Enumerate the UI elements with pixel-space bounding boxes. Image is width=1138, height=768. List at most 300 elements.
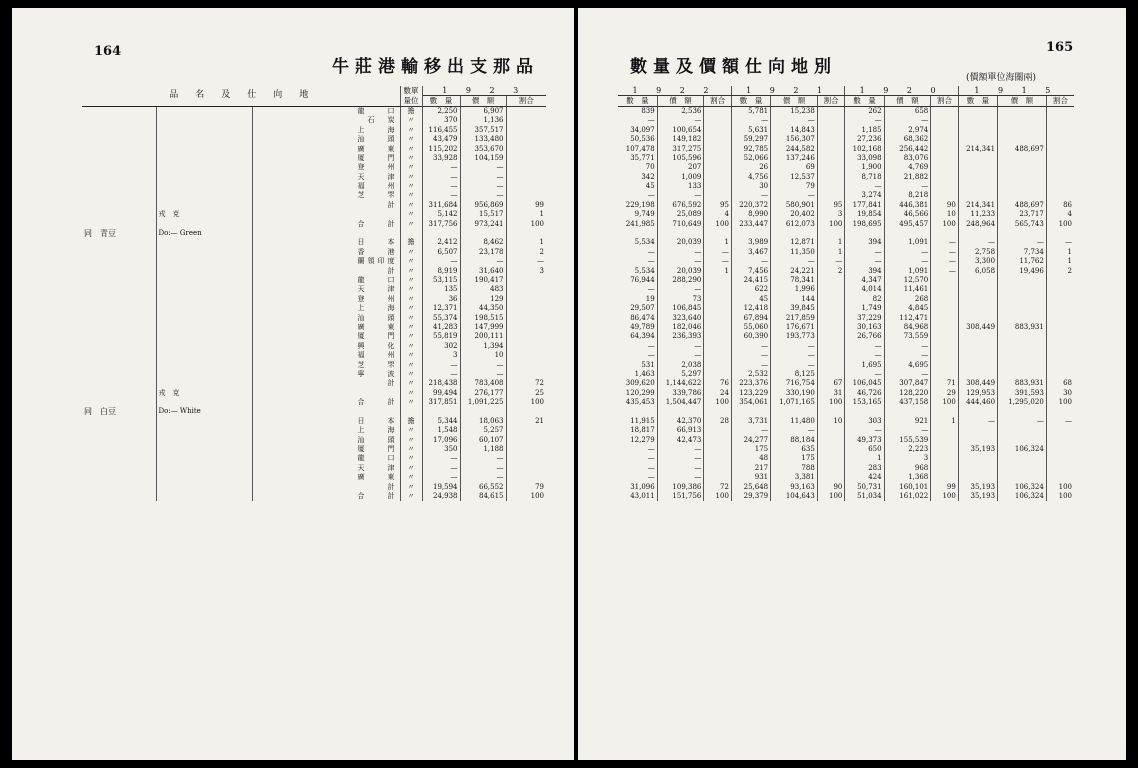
row-qty: 220,372 [739, 200, 769, 209]
row-value: 8,218 [884, 191, 931, 200]
table-row [82, 116, 546, 125]
row-group [82, 492, 156, 501]
row-pct: 1 [1046, 248, 1074, 257]
left-page [12, 8, 574, 760]
row-value: — [771, 116, 818, 125]
row-value: 106,845 [657, 304, 704, 313]
table-row [618, 304, 1074, 313]
row-pct [817, 360, 845, 369]
row-pct: 100 [1046, 492, 1074, 501]
row-value: 11,762 [998, 257, 1047, 266]
table-row [82, 126, 546, 135]
row-qty: — [450, 369, 458, 378]
row-qty: 1,463 [634, 369, 655, 378]
row-pct [704, 407, 732, 416]
row-qty: — [874, 426, 882, 435]
row-group [82, 126, 156, 135]
row-qty: — [761, 341, 769, 350]
row-pct [931, 342, 959, 351]
row-qty: 86,474 [630, 313, 655, 322]
header-unit-1: 數單 [400, 86, 422, 96]
row-pct: — [704, 257, 732, 266]
row-value: — [657, 445, 704, 454]
table-row [82, 398, 546, 407]
row-unit [400, 407, 422, 416]
row-value: 12,537 [771, 173, 818, 182]
row-qty: 650 [868, 445, 882, 454]
row-value: — [460, 173, 506, 182]
row-label [156, 126, 252, 135]
row-value: 1,009 [657, 173, 704, 182]
row-destination: 合 計 [252, 219, 400, 228]
row-value [998, 276, 1047, 285]
row-destination: 合 計 [252, 492, 400, 501]
row-unit: 〃 [400, 182, 422, 191]
row-value: 565,743 [998, 219, 1047, 228]
row-group [82, 304, 156, 313]
row-value [998, 116, 1047, 125]
row-qty: 30 [759, 182, 769, 191]
row-value: 73,559 [884, 332, 931, 341]
row-pct [817, 464, 845, 473]
row-pct [506, 407, 546, 416]
row-value: — [884, 426, 931, 435]
row-qty [958, 351, 997, 360]
row-label [156, 219, 252, 228]
row-value: 88,184 [771, 435, 818, 444]
row-label [156, 473, 252, 482]
row-value: 190,417 [460, 276, 506, 285]
row-destination: 龍 口 [252, 454, 400, 463]
row-qty [958, 173, 997, 182]
row-value: 1,091 [884, 266, 931, 275]
row-destination: 厦 門 [252, 332, 400, 341]
row-pct [1046, 135, 1074, 144]
row-unit: 〃 [400, 173, 422, 182]
row-value [998, 360, 1047, 369]
row-pct [931, 191, 959, 200]
row-qty: 106,045 [852, 379, 882, 388]
row-qty: 214,341 [966, 144, 996, 153]
row-pct [1046, 295, 1074, 304]
row-value: 18,063 [460, 417, 506, 426]
row-destination: 芝 罘 [252, 191, 400, 200]
row-pct [817, 323, 845, 332]
row-qty: — [647, 341, 655, 350]
row-qty: 24,938 [433, 491, 458, 500]
right-page [578, 8, 1126, 760]
row-pct: 100 [1046, 398, 1074, 407]
row-pct [817, 116, 845, 125]
row-value: 4,695 [884, 360, 931, 369]
row-unit: 〃 [400, 332, 422, 341]
row-pct [931, 163, 959, 172]
row-pct [931, 106, 959, 116]
row-unit: 〃 [400, 219, 422, 228]
header-year-1922: 1 9 2 2 [618, 86, 731, 96]
row-value: 783,408 [460, 379, 506, 388]
row-destination: 計 [252, 201, 400, 210]
row-group [82, 276, 156, 285]
table-row [618, 426, 1074, 435]
row-unit: 〃 [400, 201, 422, 210]
table-row [618, 163, 1074, 172]
row-pct: 95 [704, 201, 732, 210]
row-destination: 芝 罘 [252, 360, 400, 369]
row-value: — [657, 473, 704, 482]
row-qty: 177,841 [852, 200, 882, 209]
row-qty: — [874, 116, 882, 125]
row-group [82, 360, 156, 369]
row-group [82, 144, 156, 153]
row-qty [958, 342, 997, 351]
row-value: — [460, 191, 506, 200]
row-qty: 34,097 [630, 125, 655, 134]
row-qty: 24,277 [743, 435, 769, 444]
row-unit: 〃 [400, 445, 422, 454]
row-pct [1046, 285, 1074, 294]
row-value: 495,457 [884, 219, 931, 228]
row-value: 1,091 [884, 238, 931, 247]
row-qty: 1,695 [861, 360, 882, 369]
row-qty: 29,507 [630, 304, 655, 313]
right-page-title: 數量及價額仕向地別 [630, 57, 837, 77]
row-qty: — [450, 172, 458, 181]
row-pct: 25 [506, 389, 546, 398]
row-unit: 〃 [400, 210, 422, 219]
row-unit: 〃 [400, 116, 422, 125]
row-pct [817, 435, 845, 444]
row-qty: 5,631 [748, 125, 769, 134]
row-unit [400, 229, 422, 238]
row-value: 198,515 [460, 313, 506, 322]
table-row [82, 313, 546, 322]
row-label [156, 323, 252, 332]
row-pct: 100 [817, 219, 845, 228]
row-unit: 〃 [400, 163, 422, 172]
row-label [156, 332, 252, 341]
row-pct [931, 126, 959, 135]
row-destination: 上 海 [252, 126, 400, 135]
table-row [82, 173, 546, 182]
row-value [998, 426, 1047, 435]
row-qty: 45 [759, 294, 769, 303]
table-row [82, 379, 546, 388]
row-label [156, 238, 252, 247]
row-pct [817, 342, 845, 351]
table-row [618, 398, 1074, 407]
row-qty: 25,648 [743, 482, 769, 491]
table-row [618, 257, 1074, 266]
row-qty: 283 [868, 463, 882, 472]
row-qty: 3,989 [748, 238, 769, 247]
row-value: 20,402 [771, 210, 818, 219]
table-row [618, 370, 1074, 379]
table-row [618, 295, 1074, 304]
row-pct [506, 351, 546, 360]
row-value: — [884, 257, 931, 266]
row-unit: 〃 [400, 276, 422, 285]
row-pct [704, 163, 732, 172]
row-value: 11,461 [884, 285, 931, 294]
row-label [156, 342, 252, 351]
row-value: 3,381 [771, 473, 818, 482]
row-group [82, 482, 156, 491]
row-pct [1046, 426, 1074, 435]
row-value: 710,649 [657, 219, 704, 228]
row-qty: 2,758 [975, 247, 996, 256]
table-row [618, 126, 1074, 135]
row-value: — [460, 473, 506, 482]
row-destination: 汕 頭 [252, 313, 400, 322]
row-value: 330,190 [771, 389, 818, 398]
row-pct [506, 426, 546, 435]
header-qty: 數 量 [618, 96, 657, 106]
row-pct [506, 435, 546, 444]
row-unit: 〃 [400, 435, 422, 444]
row-unit: 〃 [400, 482, 422, 491]
row-value: 2,038 [657, 360, 704, 369]
row-value: 8,125 [771, 370, 818, 379]
row-destination: 石 炭 [252, 116, 400, 125]
row-value: 1,188 [460, 445, 506, 454]
header-val: 價 額 [771, 96, 818, 106]
row-qty: 839 [641, 106, 655, 115]
row-pct: 68 [1046, 379, 1074, 388]
row-value: 4,845 [884, 304, 931, 313]
row-value: — [884, 116, 931, 125]
row-qty [958, 163, 997, 172]
row-value: — [884, 182, 931, 191]
row-qty [958, 154, 997, 163]
row-value [998, 126, 1047, 135]
row-value [998, 464, 1047, 473]
row-pct [1046, 407, 1074, 416]
row-pct: 1 [704, 238, 732, 247]
row-value: 580,901 [771, 201, 818, 210]
row-pct [931, 464, 959, 473]
row-label [156, 482, 252, 491]
row-pct [1046, 342, 1074, 351]
row-destination [252, 389, 400, 398]
row-value: 106,324 [998, 482, 1047, 491]
row-pct [506, 285, 546, 294]
row-value: 31,640 [460, 266, 506, 275]
row-label [156, 276, 252, 285]
header-unit-2: 量位 [400, 96, 422, 106]
row-group: 同 白豆 [82, 407, 156, 416]
row-pct [1046, 445, 1074, 454]
row-destination: 合 計 [252, 398, 400, 407]
row-value: — [884, 370, 931, 379]
row-value: 635 [771, 445, 818, 454]
row-qty [958, 276, 997, 285]
row-value: 19,496 [998, 266, 1047, 275]
row-pct [931, 182, 959, 191]
row-qty: 1,548 [437, 426, 458, 435]
row-pct [506, 154, 546, 163]
row-value: — [657, 285, 704, 294]
row-value: 11,350 [771, 248, 818, 257]
row-destination: 計 [252, 482, 400, 491]
row-qty [958, 285, 997, 294]
row-label [156, 191, 252, 200]
row-value [998, 435, 1047, 444]
row-pct: 72 [506, 379, 546, 388]
row-qty: 2,250 [437, 106, 458, 115]
row-value: 658 [884, 106, 931, 116]
row-label [156, 116, 252, 125]
row-pct [704, 323, 732, 332]
row-pct: 90 [817, 482, 845, 491]
row-unit: 〃 [400, 126, 422, 135]
row-pct [704, 182, 732, 191]
row-value: 1,071,165 [771, 398, 818, 407]
table-row [82, 304, 546, 313]
row-value: 155,539 [884, 435, 931, 444]
row-label [156, 370, 252, 379]
row-pct: 100 [1046, 219, 1074, 228]
row-group [82, 464, 156, 473]
row-label [156, 285, 252, 294]
row-value: 1,295,020 [998, 398, 1047, 407]
row-destination: 福 州 [252, 182, 400, 191]
row-pct [931, 135, 959, 144]
row-unit: 〃 [400, 492, 422, 501]
row-qty: 17,096 [433, 435, 458, 444]
row-pct [704, 313, 732, 322]
row-value [884, 229, 931, 238]
row-group [82, 266, 156, 275]
row-qty [618, 229, 657, 238]
row-qty: 1,900 [861, 163, 882, 172]
row-value [998, 135, 1047, 144]
row-value: 69 [771, 163, 818, 172]
row-pct [506, 473, 546, 482]
row-pct: 100 [704, 398, 732, 407]
row-group [82, 285, 156, 294]
header-val: 價 額 [460, 96, 506, 106]
row-qty: — [450, 191, 458, 200]
row-pct: — [931, 248, 959, 257]
row-group [82, 219, 156, 228]
row-group [82, 154, 156, 163]
row-group [82, 173, 156, 182]
row-qty: 67,894 [743, 313, 769, 322]
row-qty: 12,371 [433, 304, 458, 313]
row-pct: 3 [506, 266, 546, 275]
row-label [156, 304, 252, 313]
row-pct [931, 360, 959, 369]
row-value: 1,091,225 [460, 398, 506, 407]
header-val: 價 額 [998, 96, 1047, 106]
row-value [460, 229, 506, 238]
row-label [156, 351, 252, 360]
row-qty: 1,749 [861, 304, 882, 313]
row-value: 391,593 [998, 389, 1047, 398]
row-unit: 〃 [400, 266, 422, 275]
row-label [156, 454, 252, 463]
row-value: — [884, 342, 931, 351]
row-pct [817, 454, 845, 463]
row-value: — [657, 351, 704, 360]
row-value: 175 [771, 454, 818, 463]
row-value: 353,670 [460, 144, 506, 153]
row-qty: 444,460 [966, 398, 996, 407]
row-value [998, 473, 1047, 482]
row-value [998, 154, 1047, 163]
row-pct [1046, 116, 1074, 125]
row-qty: — [647, 454, 655, 463]
row-pct [817, 182, 845, 191]
row-value: 5,257 [460, 426, 506, 435]
row-qty [958, 295, 997, 304]
row-destination [252, 407, 400, 416]
row-label [156, 435, 252, 444]
row-destination: 日 本 [252, 417, 400, 426]
row-value: 39,845 [771, 304, 818, 313]
row-pct [931, 276, 959, 285]
row-qty: 12,279 [630, 435, 655, 444]
row-value: 60,107 [460, 435, 506, 444]
row-value: 46,566 [884, 210, 931, 219]
row-value: 956,869 [460, 201, 506, 210]
table-row [618, 238, 1074, 247]
row-group [82, 426, 156, 435]
row-qty: — [450, 257, 458, 266]
row-destination: 厦 門 [252, 445, 400, 454]
row-pct [704, 304, 732, 313]
row-value: 79 [771, 182, 818, 191]
row-qty: 214,341 [966, 200, 996, 209]
row-value: 104,643 [771, 492, 818, 501]
row-unit: 〃 [400, 304, 422, 313]
row-value: 12,570 [884, 276, 931, 285]
row-group [82, 201, 156, 210]
row-pct: 1 [817, 248, 845, 257]
row-value: 176,671 [771, 323, 818, 332]
row-value [771, 229, 818, 238]
row-qty: — [988, 238, 996, 247]
row-pct [704, 445, 732, 454]
row-pct [817, 473, 845, 482]
row-pct: — [506, 257, 546, 266]
table-row [82, 285, 546, 294]
row-value [998, 342, 1047, 351]
row-label [156, 154, 252, 163]
row-pct: 2 [506, 248, 546, 257]
row-value: 244,582 [771, 144, 818, 153]
row-value: 151,756 [657, 492, 704, 501]
row-pct [506, 182, 546, 191]
table-row [82, 323, 546, 332]
row-group [82, 163, 156, 172]
row-pct [506, 276, 546, 285]
row-value: — [998, 238, 1047, 247]
row-value: — [771, 351, 818, 360]
row-value: 193,773 [771, 332, 818, 341]
row-pct [506, 360, 546, 369]
table-row [618, 435, 1074, 444]
row-destination: 日 本 [252, 238, 400, 247]
row-value: 1,136 [460, 116, 506, 125]
row-pct: 100 [506, 398, 546, 407]
row-qty: 27,236 [857, 135, 882, 144]
row-qty: 59,297 [743, 135, 769, 144]
row-pct [506, 163, 546, 172]
row-value: 84,968 [884, 323, 931, 332]
row-value: 23,178 [460, 248, 506, 257]
